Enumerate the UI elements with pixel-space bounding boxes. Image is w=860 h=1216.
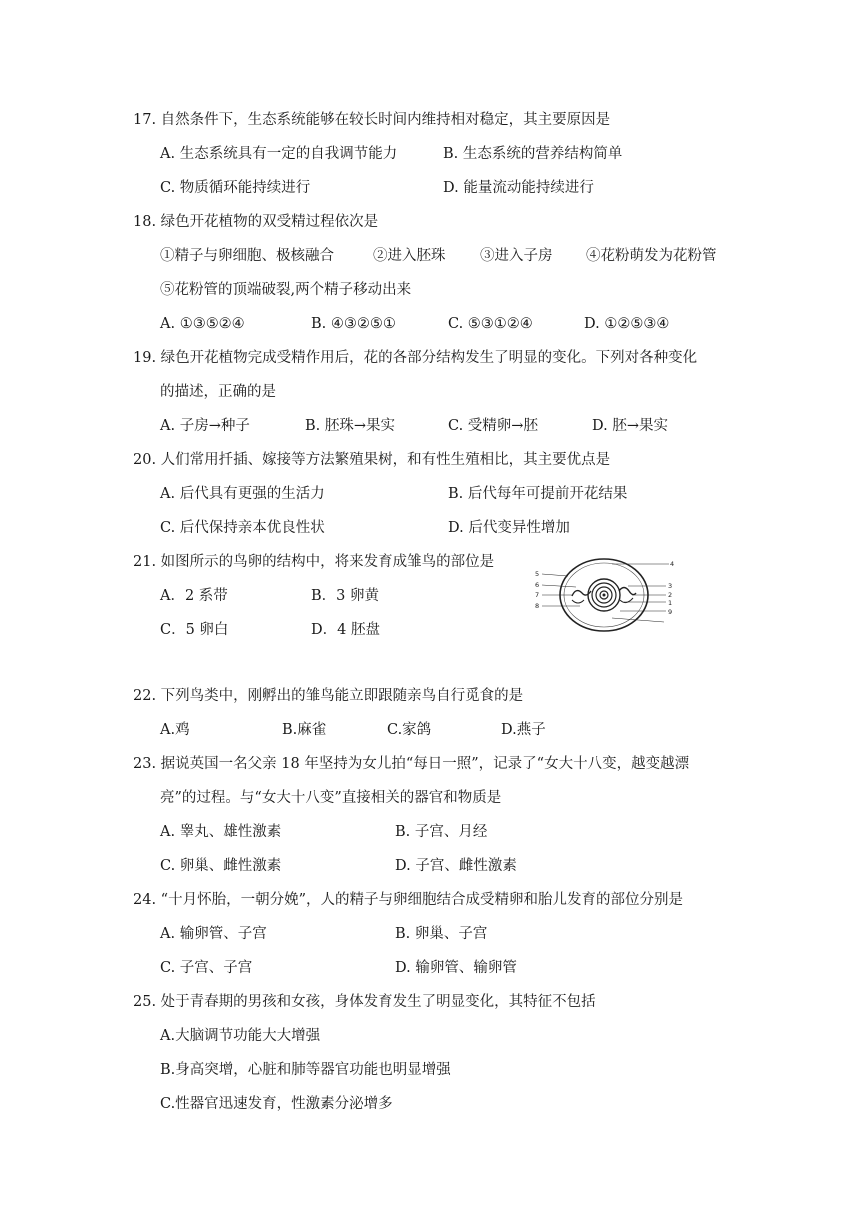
option-d: D. 输卵管、输卵管 [395, 960, 517, 976]
option-a: A. ①③⑤②④ [160, 316, 245, 332]
diagram-label-5: 5 [535, 570, 540, 578]
option-b: B. ④③②⑤① [311, 316, 396, 332]
question-24-stem: 24. “十月怀胎，一朝分娩”，人的精子与卵细胞结合成受精卵和胎儿发育的部位分别是 [133, 892, 683, 908]
question-17-stem: 17. 自然条件下，生态系统能够在较长时间内维持相对稳定，其主要原因是 [133, 112, 611, 128]
option-b: B.麻雀 [282, 722, 327, 738]
question-23-stem: 23. 据说英国一名父亲 18 年坚持为女儿拍“每日一照”，记录了“女大十八变，越变越漂 [133, 756, 690, 772]
diagram-label-7: 7 [535, 591, 540, 599]
step-item: ②进入胚珠 [373, 248, 446, 264]
option-a: A. 睾丸、雄性激素 [160, 824, 282, 840]
option-a: A. 后代具有更强的生活力 [160, 486, 325, 502]
option-a: A. 输卵管、子宫 [160, 926, 267, 942]
leader-line [542, 574, 568, 576]
option-d: D. 胚→果实 [592, 418, 668, 434]
option-b: B. 后代每年可提前开花结果 [448, 486, 628, 502]
diagram-label-8: 8 [535, 602, 540, 610]
option-c: C. 子宫、子宫 [160, 960, 253, 976]
option-c: C.性器官迅速发育，性激素分泌增多 [160, 1096, 393, 1112]
option-c: C. 受精卵→胚 [448, 418, 538, 434]
question-18-stem: 18. 绿色开花植物的双受精过程依次是 [133, 214, 379, 230]
question-22-stem: 22. 下列鸟类中，刚孵出的雏鸟能立即跟随亲鸟自行觅食的是 [133, 688, 524, 704]
option-d: D．4 胚盘 [311, 622, 380, 638]
option-a: A.大脑调节功能大大增强 [160, 1028, 321, 1044]
step-item: ③进入子房 [480, 248, 553, 264]
option-a: A. 子房→种子 [160, 418, 250, 434]
diagram-label-3: 3 [668, 582, 673, 590]
option-c: C. 物质循环能持续进行 [160, 180, 311, 196]
question-23-stem-cont: 亮”的过程。与“女大十八变”直接相关的器官和物质是 [160, 790, 502, 806]
diagram-label-2: 2 [668, 591, 673, 599]
option-d: D. 后代变异性增加 [448, 520, 570, 536]
step-item: ①精子与卵细胞、极核融合 [160, 248, 334, 264]
option-b: B.身高突增，心脏和肺等器官功能也明显增强 [160, 1062, 451, 1078]
option-b: B. 卵巢、子宫 [395, 926, 488, 942]
option-d: D. 能量流动能持续进行 [443, 180, 594, 196]
diagram-label-6: 6 [535, 581, 540, 589]
diagram-label-9: 9 [668, 608, 673, 616]
question-19-stem-cont: 的描述，正确的是 [160, 384, 276, 400]
option-a: A.鸡 [160, 722, 190, 738]
step-item: ⑤花粉管的顶端破裂,两个精子移动出来 [160, 282, 412, 298]
question-21-stem: 21. 如图所示的鸟卵的结构中，将来发育成雏鸟的部位是 [133, 554, 495, 570]
question-25-stem: 25. 处于青春期的男孩和女孩，身体发育发生了明显变化，其特征不包括 [133, 994, 596, 1010]
diagram-label-4: 4 [670, 560, 675, 568]
option-d: D. ①②⑤③④ [584, 316, 670, 332]
option-b: B. 生态系统的营养结构简单 [443, 146, 623, 162]
option-b: B．3 卵黄 [311, 588, 379, 604]
bird-egg-diagram [528, 550, 678, 640]
option-c: C. 卵巢、雌性激素 [160, 858, 282, 874]
option-c: C.家鸽 [387, 722, 432, 738]
leader-line [542, 585, 576, 587]
germinal-disc [603, 594, 606, 597]
option-d: D.燕子 [501, 722, 546, 738]
chalaza-left-b [572, 600, 584, 603]
question-20-stem: 20. 人们常用扦插、嫁接等方法繁殖果树，和有性生殖相比，其主要优点是 [133, 452, 611, 468]
option-b: B. 胚珠→果实 [305, 418, 396, 434]
option-c: C．5 卵白 [160, 622, 229, 638]
option-c: C. ⑤③①②④ [448, 316, 533, 332]
chalaza-right [619, 588, 636, 595]
question-19-stem: 19. 绿色开花植物完成受精作用后，花的各部分结构发生了明显的变化。下列对各种变化 [133, 350, 698, 366]
diagram-label-1: 1 [668, 599, 673, 607]
option-b: B. 子宫、月经 [395, 824, 488, 840]
option-d: D. 子宫、雌性激素 [395, 858, 517, 874]
option-a: A．2 系带 [160, 588, 228, 604]
step-item: ④花粉萌发为花粉管 [586, 248, 717, 264]
option-c: C. 后代保持亲本优良性状 [160, 520, 325, 536]
option-a: A. 生态系统具有一定的自我调节能力 [160, 146, 398, 162]
